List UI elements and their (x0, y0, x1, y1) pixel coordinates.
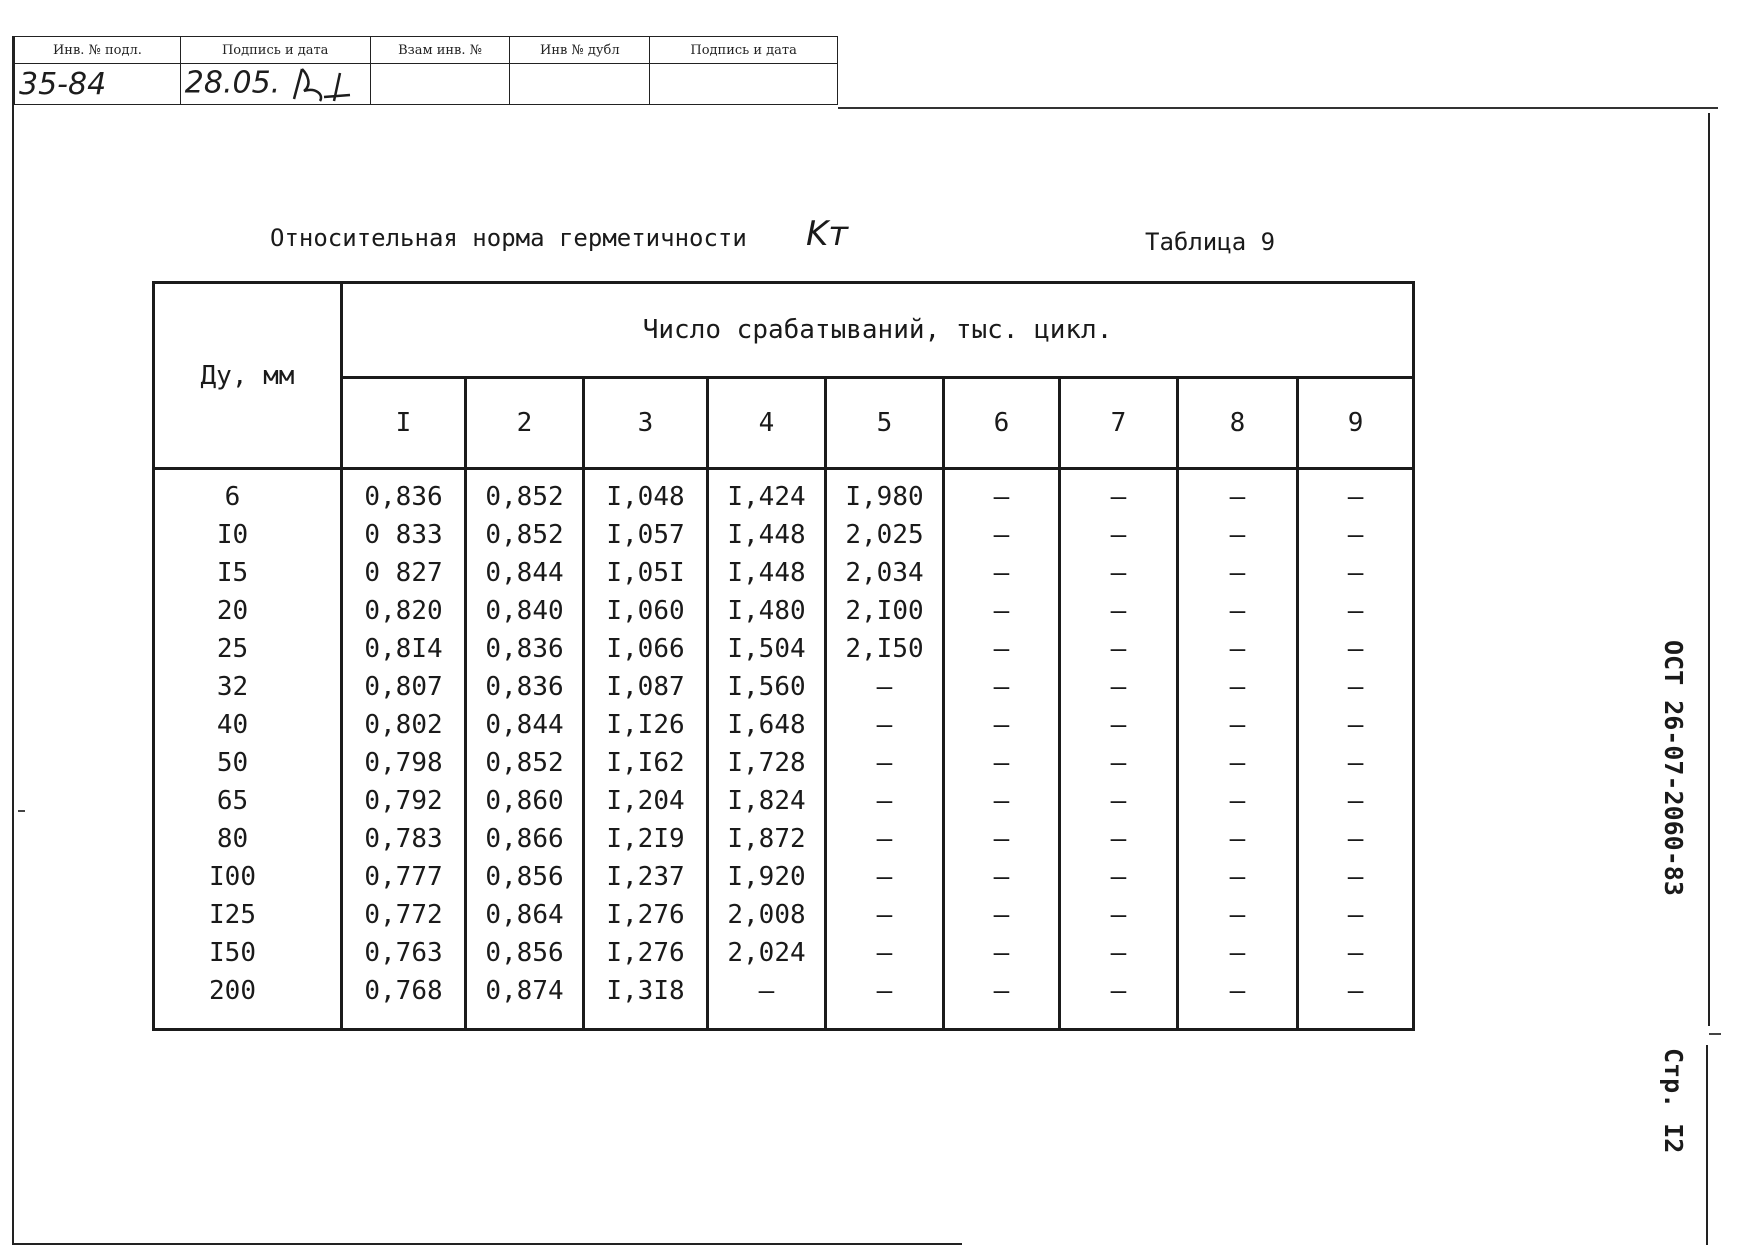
value-cell: I,872 (708, 820, 826, 858)
value-cell: I,05I (584, 554, 708, 592)
table-row (154, 934, 1414, 972)
value-cell: – (708, 972, 826, 1030)
table-row (154, 896, 1414, 934)
value-cell: 2,034 (826, 554, 944, 592)
value-cell: I,204 (584, 782, 708, 820)
value-cell: 0,840 (466, 592, 584, 630)
value-cell: – (944, 820, 1060, 858)
value-cell: – (1298, 469, 1414, 517)
value-cell: 0,874 (466, 972, 584, 1030)
table-row (154, 668, 1414, 706)
value-cell: – (1298, 592, 1414, 630)
value-cell: – (826, 744, 944, 782)
value-cell: I,087 (584, 668, 708, 706)
margin-tick-left (18, 810, 25, 812)
value-cell: 0,820 (342, 592, 466, 630)
du-cell: 40 (154, 706, 342, 744)
value-cell: – (1060, 706, 1178, 744)
column-number: 6 (944, 378, 1060, 469)
value-cell: – (1178, 820, 1298, 858)
value-cell: – (1178, 630, 1298, 668)
value-cell: – (1298, 934, 1414, 972)
value-cell: – (944, 896, 1060, 934)
table-row (154, 782, 1414, 820)
stamp-value-sign-date (180, 64, 370, 105)
value-cell: – (826, 934, 944, 972)
value-cell: 0,852 (466, 744, 584, 782)
value-cell: I,824 (708, 782, 826, 820)
value-cell: I,276 (584, 934, 708, 972)
du-cell: 6 (154, 469, 342, 517)
value-cell: – (1178, 469, 1298, 517)
value-cell: 0,852 (466, 469, 584, 517)
value-cell: – (826, 782, 944, 820)
value-cell: 0,792 (342, 782, 466, 820)
value-cell: I,276 (584, 896, 708, 934)
value-cell: 0 833 (342, 516, 466, 554)
value-cell: 0,836 (466, 630, 584, 668)
stamp-header-inv-podl: Инв. № подл. (15, 37, 181, 64)
table-row (154, 630, 1414, 668)
value-cell: – (1298, 820, 1414, 858)
value-cell: – (944, 782, 1060, 820)
standard-code: ОСТ 26-07-2060-83 (1659, 640, 1688, 896)
value-cell: I,237 (584, 858, 708, 896)
table-header-row (154, 283, 1414, 378)
value-cell: – (1178, 516, 1298, 554)
column-number: 2 (466, 378, 584, 469)
value-cell: – (826, 820, 944, 858)
value-cell: I,066 (584, 630, 708, 668)
value-cell: – (1060, 668, 1178, 706)
value-cell: – (944, 706, 1060, 744)
du-cell: 80 (154, 820, 342, 858)
value-cell: – (944, 469, 1060, 517)
value-cell: 0,802 (342, 706, 466, 744)
value-cell: – (826, 706, 944, 744)
norm-symbol: Kт (806, 214, 849, 254)
value-cell: 0,836 (342, 469, 466, 517)
value-cell: 0,864 (466, 896, 584, 934)
du-cell: 50 (154, 744, 342, 782)
stamp-header-sign-date: Подпись и дата (180, 37, 370, 64)
value-cell: – (944, 592, 1060, 630)
stamp-value-vzam-inv (370, 64, 510, 105)
stamp-header-inv-dubl: Инв № дубл (510, 37, 650, 64)
value-cell: – (1060, 744, 1178, 782)
value-cell: – (944, 744, 1060, 782)
du-cell: I5 (154, 554, 342, 592)
value-cell: – (1060, 934, 1178, 972)
value-cell: 0,777 (342, 858, 466, 896)
column-number: 4 (708, 378, 826, 469)
stamp-header-sign-date-2: Подпись и дата (650, 37, 838, 64)
value-cell: 0,772 (342, 896, 466, 934)
value-cell: – (1298, 896, 1414, 934)
value-cell: 2,I50 (826, 630, 944, 668)
value-cell: – (1060, 972, 1178, 1030)
du-cell: I50 (154, 934, 342, 972)
value-cell: – (1178, 896, 1298, 934)
value-cell: I,448 (708, 554, 826, 592)
value-cell: – (1060, 630, 1178, 668)
page-frame-right-top (1708, 113, 1710, 1026)
value-cell: – (944, 858, 1060, 896)
column-number: I (342, 378, 466, 469)
value-cell: I,448 (708, 516, 826, 554)
page-frame-bottom (12, 1243, 962, 1245)
tightness-norm-table (152, 281, 1415, 1031)
value-cell: I,728 (708, 744, 826, 782)
value-cell: I,057 (584, 516, 708, 554)
value-cell: 0,807 (342, 668, 466, 706)
page-frame-left (12, 36, 14, 1244)
value-cell: – (1178, 706, 1298, 744)
value-cell: – (1060, 554, 1178, 592)
value-cell: – (1178, 858, 1298, 896)
table-label: Таблица 9 (1145, 228, 1276, 256)
value-cell: – (1178, 554, 1298, 592)
value-cell: – (1060, 820, 1178, 858)
value-cell: – (1060, 516, 1178, 554)
table-row (154, 744, 1414, 782)
value-cell: I,I26 (584, 706, 708, 744)
document-title: Относительная норма герметичности (270, 224, 747, 252)
du-cell: 20 (154, 592, 342, 630)
value-cell: – (944, 934, 1060, 972)
value-cell: – (826, 896, 944, 934)
du-cell: I00 (154, 858, 342, 896)
value-cell: I,3I8 (584, 972, 708, 1030)
value-cell: – (944, 516, 1060, 554)
value-cell: 2,025 (826, 516, 944, 554)
value-cell: I,504 (708, 630, 826, 668)
value-cell: I,2I9 (584, 820, 708, 858)
value-cell: – (826, 972, 944, 1030)
value-cell: 0,844 (466, 554, 584, 592)
value-cell: 2,024 (708, 934, 826, 972)
value-cell: 0,844 (466, 706, 584, 744)
table-body (154, 469, 1414, 1030)
stamp-value-row (15, 64, 838, 105)
group-header-cycles: Число срабатываний, тыс. цикл. (342, 283, 1414, 378)
value-cell: – (826, 668, 944, 706)
row-header-du: Ду, мм (154, 283, 342, 469)
stamp-header-vzam-inv: Взам инв. № (370, 37, 510, 64)
value-cell: – (1060, 782, 1178, 820)
value-cell: – (1298, 554, 1414, 592)
value-cell: – (944, 554, 1060, 592)
value-cell: I,480 (708, 592, 826, 630)
column-number-row (154, 378, 1414, 469)
value-cell: – (944, 630, 1060, 668)
value-cell: 0,866 (466, 820, 584, 858)
table-row (154, 820, 1414, 858)
value-cell: – (1178, 668, 1298, 706)
value-cell: – (1178, 782, 1298, 820)
table-row (154, 972, 1414, 1030)
value-cell: I,560 (708, 668, 826, 706)
value-cell: 0,836 (466, 668, 584, 706)
table-row (154, 554, 1414, 592)
value-cell: 0,798 (342, 744, 466, 782)
value-cell: – (1298, 516, 1414, 554)
value-cell: – (1298, 630, 1414, 668)
page-frame-top (838, 107, 1718, 109)
value-cell: 0 827 (342, 554, 466, 592)
column-number: 8 (1178, 378, 1298, 469)
table-row (154, 706, 1414, 744)
value-cell: 0,8I4 (342, 630, 466, 668)
stamp-value-sign-date-2 (650, 64, 838, 105)
page-number: Стр. I2 (1659, 1048, 1688, 1154)
du-cell: 65 (154, 782, 342, 820)
value-cell: – (1298, 668, 1414, 706)
value-cell: I,920 (708, 858, 826, 896)
margin-tick-right (1709, 1033, 1721, 1035)
value-cell: I,I62 (584, 744, 708, 782)
value-cell: – (1178, 972, 1298, 1030)
value-cell: I,060 (584, 592, 708, 630)
value-cell: – (1298, 972, 1414, 1030)
stamp-value-inv-dubl (510, 64, 650, 105)
table-row (154, 516, 1414, 554)
value-cell: 0,768 (342, 972, 466, 1030)
value-cell: – (1298, 782, 1414, 820)
table-row (154, 592, 1414, 630)
du-cell: 32 (154, 668, 342, 706)
value-cell: – (1060, 592, 1178, 630)
value-cell: – (1178, 934, 1298, 972)
page-frame-right-bottom (1706, 1045, 1708, 1245)
value-cell: I,980 (826, 469, 944, 517)
value-cell: – (1060, 896, 1178, 934)
value-cell: – (1060, 858, 1178, 896)
stamp-box (14, 36, 838, 104)
stamp-value-inv-podl: 35-84 (15, 64, 181, 105)
value-cell: 0,856 (466, 858, 584, 896)
value-cell: 0,856 (466, 934, 584, 972)
table-row (154, 858, 1414, 896)
value-cell: I,648 (708, 706, 826, 744)
value-cell: – (826, 858, 944, 896)
value-cell: – (1060, 469, 1178, 517)
du-cell: I0 (154, 516, 342, 554)
value-cell: – (944, 972, 1060, 1030)
value-cell: – (1298, 744, 1414, 782)
value-cell: 0,860 (466, 782, 584, 820)
value-cell: – (1298, 706, 1414, 744)
value-cell: 2,008 (708, 896, 826, 934)
value-cell: – (1178, 744, 1298, 782)
du-cell: 200 (154, 972, 342, 1030)
stamp-date-text: 28.05. (184, 65, 281, 101)
value-cell: 0,763 (342, 934, 466, 972)
value-cell: I,048 (584, 469, 708, 517)
du-cell: 25 (154, 630, 342, 668)
du-cell: I25 (154, 896, 342, 934)
handwritten-signature (290, 65, 360, 103)
value-cell: 0,852 (466, 516, 584, 554)
stamp-header-row (15, 37, 838, 64)
column-number: 5 (826, 378, 944, 469)
value-cell: 0,783 (342, 820, 466, 858)
value-cell: – (944, 668, 1060, 706)
value-cell: 2,I00 (826, 592, 944, 630)
value-cell: – (1178, 592, 1298, 630)
value-cell: I,424 (708, 469, 826, 517)
value-cell: – (1298, 858, 1414, 896)
column-number: 3 (584, 378, 708, 469)
table-row (154, 469, 1414, 517)
column-number: 7 (1060, 378, 1178, 469)
column-number: 9 (1298, 378, 1414, 469)
